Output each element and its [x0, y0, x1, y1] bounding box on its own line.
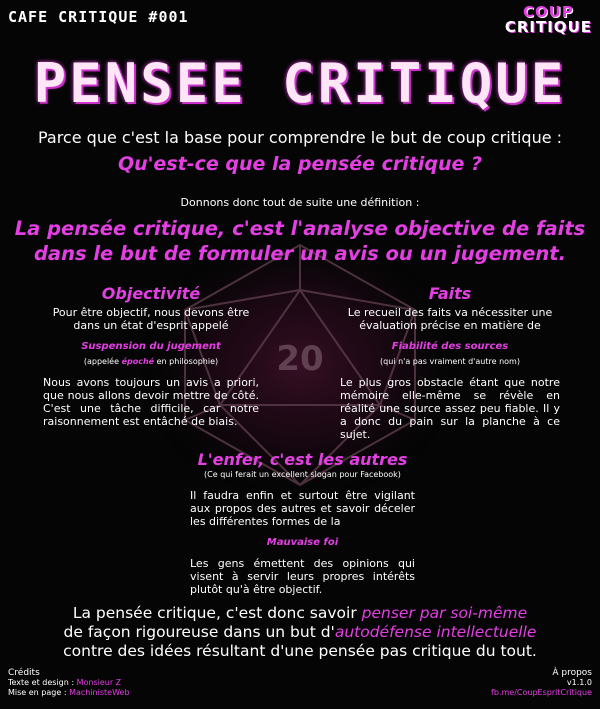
definition — [0, 216, 600, 266]
conclusion — [0, 604, 600, 661]
page-title: PENSEE CRITIQUE — [33, 52, 567, 115]
objectivite-heading: Objectivité — [101, 284, 201, 303]
faits-paragraph-1: Le recueil des faits va nécessiter une évaluation précise en matière de — [347, 306, 553, 332]
about — [491, 668, 592, 698]
faits-term: Fiabilité des sources — [391, 341, 509, 352]
conclusion-highlight: penser par soi-même — [361, 604, 528, 622]
logo-line-1: COUP — [522, 3, 574, 21]
objectivite-term: Suspension du jugement — [81, 341, 221, 352]
credits — [8, 668, 130, 698]
enfer-paragraph-2: Les gens émettent des opinions qui visent à servir leurs propres intérêts plutôt qu'à être objectif. — [190, 557, 415, 596]
credits-label: Mise en page : — [8, 688, 70, 697]
note-text: en philosophie) — [154, 357, 219, 366]
faits-paragraph-2: Le plus gros obstacle étant que notre mémoire elle-même se révèle en réalité une source assez peu fiable. Il y a donc du pain sur la planche à ce sujet. — [340, 376, 560, 441]
enfer-section — [190, 450, 415, 596]
enfer-term: Mauvaise foi — [266, 537, 339, 548]
credits-author-link[interactable]: Monsieur Z — [76, 678, 122, 687]
series-label: CAFE CRITIQUE #001 — [8, 8, 189, 26]
note-term: époché — [121, 357, 155, 366]
faits-section — [340, 284, 560, 441]
credits-title: Crédits — [8, 668, 40, 678]
conclusion-highlight: autodéfense intellectuelle — [334, 623, 537, 641]
conclusion-line-1 — [0, 604, 600, 623]
enfer-note: (Ce qui ferait un excellent slogan pour Facebook) — [204, 470, 401, 479]
definition-intro: Donnons donc tout de suite une définition : — [180, 196, 420, 209]
credits-text-line — [8, 678, 130, 688]
definition-line-1: La pensée critique, c'est l'analyse objective de faits — [14, 217, 586, 240]
conclusion-text: de façon rigoureuse dans un but d' — [63, 623, 335, 641]
logo-line-2: CRITIQUE — [504, 18, 592, 36]
svg-text:20: 20 — [276, 339, 324, 379]
intro-lead: Parce que c'est la base pour comprendre le but de coup critique : — [37, 128, 563, 147]
facebook-link[interactable]: fb.me/CoupEspritCritique — [491, 688, 592, 697]
intro-question: Qu'est-ce que la pensée critique ? — [117, 153, 483, 175]
objectivite-paragraph-2: Nous avons toujours un avis a priori, que nous allons devoir mettre de côté. C'est une tâche difficile, car notre raisonnement est entâché de biais. — [43, 376, 259, 428]
faits-heading: Faits — [428, 284, 472, 303]
enfer-paragraph-1: Il faudra enfin et surtout être vigilant aux propos des autres et savoir déceler les différentes formes de la — [190, 489, 415, 528]
credits-label: Texte et design : — [8, 678, 77, 687]
credits-layout-link[interactable]: MachinisteWeb — [69, 688, 130, 697]
enfer-heading: L'enfer, c'est les autres — [197, 450, 408, 469]
conclusion-text: La pensée critique, c'est donc savoir — [72, 604, 362, 622]
credits-layout-line — [8, 688, 130, 698]
faits-note: (qui n'a pas vraiment d'autre nom) — [380, 357, 520, 366]
coup-critique-logo[interactable] — [505, 5, 592, 35]
objectivite-note — [43, 355, 259, 368]
version: v1.1.0 — [566, 678, 592, 687]
about-title: À propos — [552, 668, 592, 678]
conclusion-line-3: contre des idées résultant d'une pensée pas critique du tout. — [63, 642, 537, 660]
conclusion-line-2 — [0, 623, 600, 642]
definition-line-2: dans le but de formuler un avis ou un jugement. — [33, 242, 567, 265]
note-text: (appelée — [83, 357, 122, 366]
objectivite-section — [43, 284, 259, 428]
objectivite-paragraph-1: Pour être objectif, nous devons être dans un état d'esprit appelé — [52, 306, 250, 332]
